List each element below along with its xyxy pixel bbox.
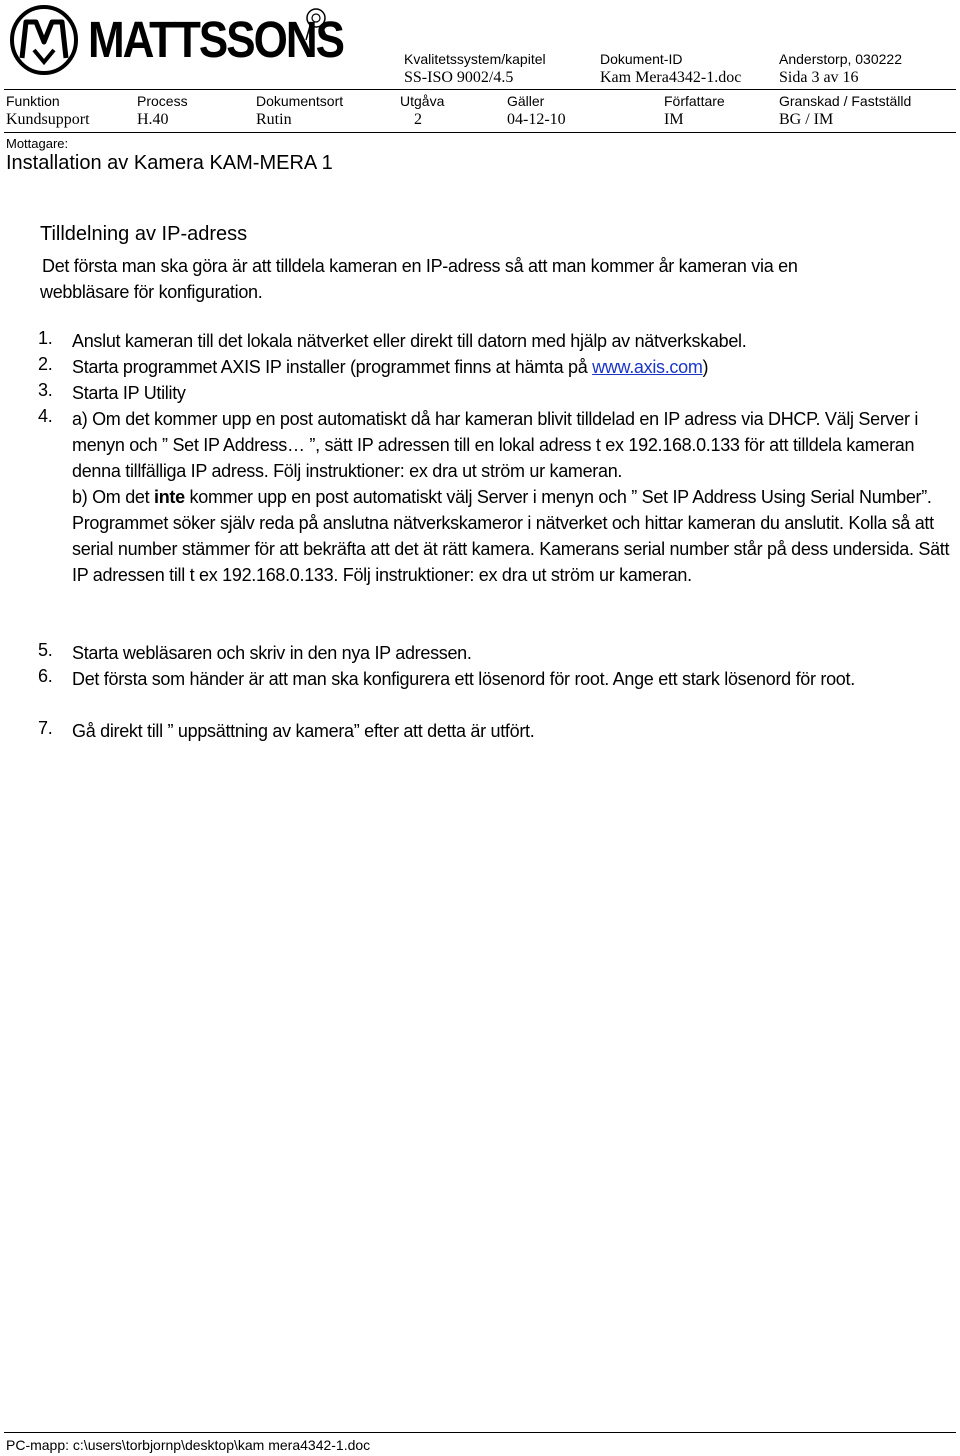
list-text-b-bold: inte xyxy=(154,487,185,507)
list-text: Det första som händer är att man ska konfigurera ett lösenord för root. Ange ett stark lösenord för root. xyxy=(72,669,855,689)
section-heading: Tilldelning av IP-adress xyxy=(40,223,248,245)
value-forfattare: IM xyxy=(664,111,684,128)
label-funktion: Funktion xyxy=(6,93,60,109)
value-galler: 04-12-10 xyxy=(507,111,566,128)
list-text: Starta webläsaren och skriv in den nya IP adressen. xyxy=(72,643,472,663)
footer-path: PC-mapp: c:\users\torbjornp\desktop\kam mera4342-1.doc xyxy=(6,1437,371,1453)
list-text: Gå direkt till ” uppsättning av kamera” efter att detta är utfört. xyxy=(72,721,535,741)
label-utgava: Utgåva xyxy=(400,93,445,109)
intro-line-2: webbläsare för konfiguration. xyxy=(40,282,263,302)
list-text-a: a) Om det kommer upp en post automatiskt då har kameran blivit tilldelad en IP adress via DHCP. Välj Server i menyn och ” Set IP Address… ”, sätt IP adressen till en lokal adress t ex 192.168.0.133 för att tilldela kameran denna tillfälliga IP adress. Följ instruktioner: ex dra ut ström ur kameran. xyxy=(72,409,919,481)
dokid-value: Kam Mera4342-1.doc xyxy=(600,69,742,86)
list-number: 1. xyxy=(38,328,53,348)
footer-rule xyxy=(4,1432,956,1433)
list-text: Anslut kameran till det lokala nätverket eller direkt till datorn med hjälp av nätverkskabel. xyxy=(72,331,747,351)
logo-text: MATTSSONS xyxy=(88,12,343,69)
list-item-4-body xyxy=(72,406,952,588)
header-rule-top xyxy=(4,89,956,90)
value-granskad: BG / IM xyxy=(779,111,834,128)
list-number: 6. xyxy=(38,666,53,686)
value-process: H.40 xyxy=(137,111,169,128)
list-text-post: ) xyxy=(702,357,709,377)
list-number: 2. xyxy=(38,354,53,374)
label-dokumentsort: Dokumentsort xyxy=(256,93,344,109)
dokid-label: Dokument-ID xyxy=(600,51,683,67)
list-number: 7. xyxy=(38,718,53,738)
label-galler: Gäller xyxy=(507,93,545,109)
list-text-b xyxy=(72,484,952,588)
label-forfattare: Författare xyxy=(664,93,725,109)
ort-datum: Anderstorp, 030222 xyxy=(779,51,902,67)
page-title: Installation av Kamera KAM-MERA 1 xyxy=(6,152,333,174)
value-dokumentsort: Rutin xyxy=(256,111,292,128)
list-number: 4. xyxy=(38,406,53,426)
company-logo xyxy=(8,2,343,76)
page-number: Sida 3 av 16 xyxy=(779,69,859,86)
header-rule-bottom xyxy=(4,132,956,133)
kvalitet-value: SS-ISO 9002/4.5 xyxy=(404,69,514,86)
list-text-b-pre: b) Om det xyxy=(72,487,155,507)
list-text-pre: Starta programmet AXIS IP installer (programmet finns at hämta på xyxy=(72,357,593,377)
list-text xyxy=(72,354,952,380)
mottagare-label: Mottagare: xyxy=(6,136,69,151)
label-granskad: Granskad / Fastställd xyxy=(779,93,912,109)
label-process: Process xyxy=(137,93,188,109)
list-number: 3. xyxy=(38,380,53,400)
axis-link[interactable]: www.axis.com xyxy=(592,357,703,377)
value-funktion: Kundsupport xyxy=(6,111,90,128)
list-text: Starta IP Utility xyxy=(72,383,186,403)
list-number: 5. xyxy=(38,640,53,660)
value-utgava: 2 xyxy=(414,111,422,128)
intro-line-1: Det första man ska göra är att tilldela kameran en IP-adress så att man kommer år kameran via en xyxy=(42,256,798,276)
list-text-b-post: kommer upp en post automatiskt välj Server i menyn och ” Set IP Address Using Serial Number”. Programmet söker själv reda på anslutna nätverkskameror i nätverket och hittar kameran du anslutit. Kolla så att serial number stämmer för att bekräfta att det ät rätt kamera. Kamerans serial number står på dess undersida. Sätt IP adressen till t ex 192.168.0.133. Följ instruktioner: ex dra ut ström ur kameran. xyxy=(72,487,950,585)
kvalitet-label: Kvalitetssystem/kapitel xyxy=(404,51,546,67)
